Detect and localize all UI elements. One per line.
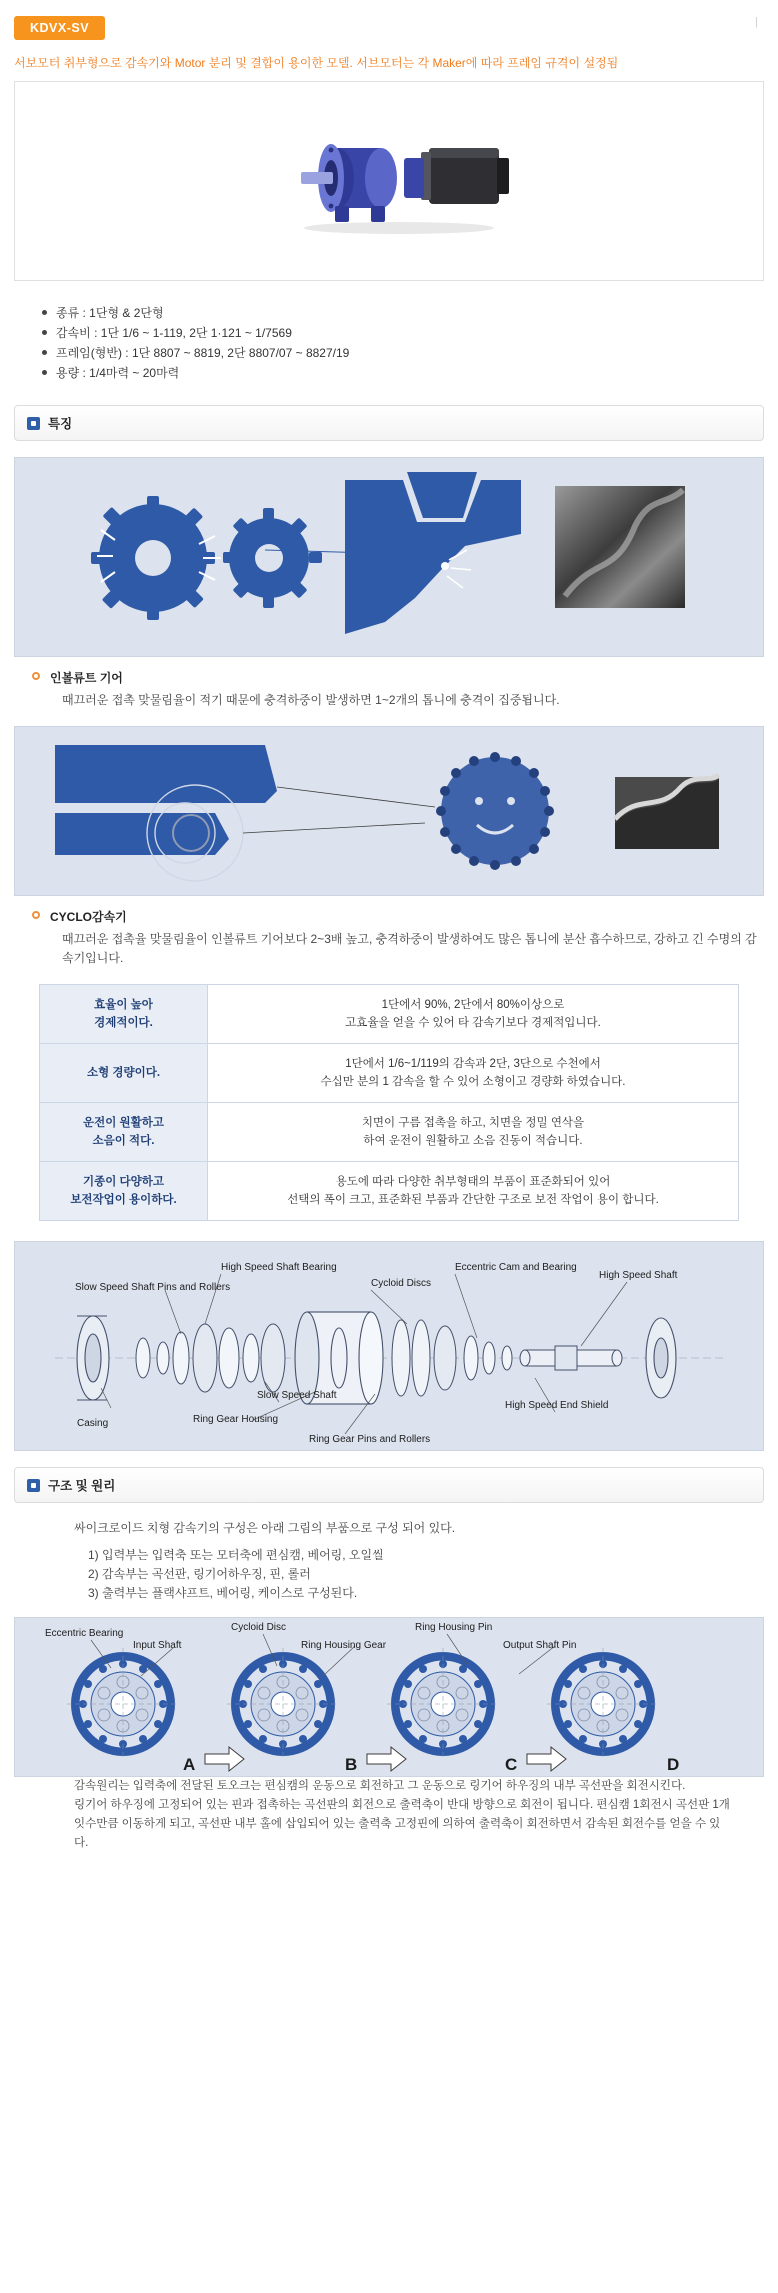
page-subtitle: 서보모터 취부형으로 감속기와 Motor 분리 및 결합이 용이한 모델. 서브모터는 각 Maker에 따라 프레임 규격이 설정됨 xyxy=(14,56,619,70)
svg-text:Cycloid Disc: Cycloid Disc xyxy=(231,1622,287,1633)
servo-motor-reducer-illustration xyxy=(239,106,539,256)
corner-mark: | xyxy=(755,16,758,28)
feature-value xyxy=(208,1103,739,1162)
svg-text:High Speed Shaft Bearing: High Speed Shaft Bearing xyxy=(221,1262,337,1273)
feature-key xyxy=(40,1044,208,1103)
bullet-ring-icon xyxy=(32,672,40,680)
feature-key-line2: 소음이 적다. xyxy=(92,1135,155,1147)
cyclo-reducer-svg xyxy=(15,727,763,895)
product-image-box xyxy=(14,81,764,281)
feature-key-line1: 기종이 다양하고 xyxy=(83,1176,164,1188)
feature-value-line2: 선택의 폭이 크고, 표준화된 부품과 간단한 구조로 보전 작업이 용이 합니다. xyxy=(287,1194,659,1206)
section-title: 특징 xyxy=(48,417,73,431)
feature-key-line2: 경제적이다. xyxy=(94,1017,153,1029)
model-badge: KDVX-SV xyxy=(14,16,105,40)
section-header-structure xyxy=(14,1467,764,1503)
caption-title: CYCLO감속기 xyxy=(50,910,127,924)
feature-value-line2: 수십만 분의 1 감속을 할 수 있어 소형이고 경량화 하였습니다. xyxy=(320,1076,626,1088)
feature-key xyxy=(40,1103,208,1162)
svg-text:B: B xyxy=(345,1755,358,1774)
feature-value xyxy=(208,985,739,1044)
feature-value xyxy=(208,1044,739,1103)
spec-item: 감속비 : 1단 1/6 ~ 1-119, 2단 1·121 ~ 1/7569 xyxy=(56,323,764,343)
svg-text:C: C xyxy=(505,1755,518,1774)
caption-cyclo-reducer xyxy=(14,908,764,968)
spec-item: 용량 : 1/4마력 ~ 20마력 xyxy=(56,363,764,383)
spec-list xyxy=(14,303,764,383)
exploded-view-diagram xyxy=(14,1241,764,1451)
structure-list-item: 2) 감속부는 곡선판, 링기어하우징, 핀, 롤러 xyxy=(88,1567,311,1581)
operating-principle-diagram xyxy=(14,1617,764,1777)
caption-body: 때끄러운 접촉율 맞물림율이 인볼류트 기어보다 2~3배 높고, 충격하중이 발생하여도 많은 톱니에 분산 흡수하므로, 강하고 긴 수명의 감속기입니다. xyxy=(62,932,757,965)
feature-key-line1: 효율이 높아 xyxy=(94,999,153,1011)
feature-key-line1: 운전이 원활하고 xyxy=(83,1117,164,1129)
structure-list-item: 1) 입력부는 입력축 또는 모터축에 편심캠, 베어링, 오일씰 xyxy=(88,1548,384,1562)
table-row xyxy=(40,1103,739,1162)
svg-text:High Speed End Shield: High Speed End Shield xyxy=(505,1400,609,1411)
svg-text:Ring Gear Housing: Ring Gear Housing xyxy=(193,1414,279,1425)
involute-gear-svg xyxy=(15,458,763,656)
feature-value-line2: 고효율을 얻을 수 있어 타 감속기보다 경제적입니다. xyxy=(345,1017,601,1029)
svg-text:Cycloid Discs: Cycloid Discs xyxy=(371,1278,432,1289)
svg-text:Input Shaft: Input Shaft xyxy=(133,1640,182,1651)
principle-line-2: 링기어 하우징에 고정되어 있는 핀과 접촉하는 곡선판의 회전으로 출력축이 반대 방향으로 회전이 됩니다. 편심캠 1회전시 곡선판 1개 xyxy=(74,1799,730,1811)
section-header-features xyxy=(14,405,764,441)
header-row xyxy=(14,0,764,40)
exploded-view-svg xyxy=(15,1242,763,1450)
section-marker-icon xyxy=(27,417,40,430)
structure-intro: 싸이크로이드 치형 감속기의 구성은 아래 그림의 부품으로 구성 되어 있다. xyxy=(74,1521,456,1535)
phase-diagram-svg xyxy=(15,1618,763,1776)
feature-value-line1: 용도에 따라 다양한 취부형태의 부품이 표준화되어 있어 xyxy=(335,1176,611,1188)
svg-text:Casing: Casing xyxy=(77,1418,109,1429)
caption-involute-gear xyxy=(14,669,764,710)
involute-gear-illustration xyxy=(14,457,764,657)
caption-body: 때끄러운 접촉 맞물림율이 적기 때문에 충격하중이 발생하면 1~2개의 톱니에 충격이 집중됩니다. xyxy=(62,693,560,707)
feature-key xyxy=(40,1162,208,1221)
svg-text:Ring Housing Pin: Ring Housing Pin xyxy=(415,1622,493,1633)
svg-text:High Speed Shaft: High Speed Shaft xyxy=(599,1270,678,1281)
feature-value-line2: 하여 운전이 원활하고 소음 진동이 적습니다. xyxy=(363,1135,583,1147)
principle-line-3: 잇수만큼 이동하게 되고, 곡선판 내부 홀에 삽입되어 있는 출력축 고정핀에 의하여 출력축이 회전하면서 감속된 회전수를 얻을 수 있다. xyxy=(74,1818,721,1849)
svg-text:A: A xyxy=(183,1755,196,1774)
svg-text:Slow Speed Shaft Pins and Roll: Slow Speed Shaft Pins and Rollers xyxy=(75,1282,231,1293)
structure-text-block xyxy=(14,1519,764,1603)
svg-text:D: D xyxy=(667,1755,680,1774)
section-marker-icon xyxy=(27,1479,40,1492)
svg-text:Slow Speed Shaft: Slow Speed Shaft xyxy=(257,1390,337,1401)
feature-value xyxy=(208,1162,739,1221)
bullet-ring-icon xyxy=(32,911,40,919)
feature-table xyxy=(39,984,739,1221)
table-row xyxy=(40,1162,739,1221)
section-title: 구조 및 원리 xyxy=(48,1479,116,1493)
table-row xyxy=(40,985,739,1044)
feature-value-line1: 1단에서 1/6~1/119의 감속과 2단, 3단으로 수천에서 xyxy=(345,1058,601,1070)
spec-item: 프레임(형반) : 1단 8807 ~ 8819, 2단 8807/07 ~ 8827/19 xyxy=(56,343,764,363)
principle-description xyxy=(14,1777,764,1883)
caption-title: 인볼류트 기어 xyxy=(50,671,123,685)
svg-text:Ring Housing Gear: Ring Housing Gear xyxy=(301,1640,387,1651)
svg-text:Eccentric Bearing: Eccentric Bearing xyxy=(45,1628,124,1639)
cyclo-reducer-illustration xyxy=(14,726,764,896)
feature-key-line1: 소형 경량이다. xyxy=(86,1067,161,1079)
principle-line-1: 감속원리는 입력축에 전달된 토오크는 편심캠의 운동으로 회전하고 그 운동으로 링기어 하우징의 내부 곡선판을 회전시킨다. xyxy=(74,1780,686,1792)
feature-key-line2: 보전작업이 용이하다. xyxy=(70,1194,177,1206)
table-row xyxy=(40,1044,739,1103)
feature-key xyxy=(40,985,208,1044)
feature-value-line1: 치면이 구름 접촉을 하고, 치면을 정밀 연삭을 xyxy=(361,1117,585,1129)
svg-text:Output Shaft Pin: Output Shaft Pin xyxy=(503,1640,577,1651)
svg-text:Eccentric Cam and Bearing: Eccentric Cam and Bearing xyxy=(455,1262,577,1273)
spec-item: 종류 : 1단형 & 2단형 xyxy=(56,303,764,323)
svg-text:Ring Gear Pins and Rollers: Ring Gear Pins and Rollers xyxy=(309,1434,431,1445)
structure-list-item: 3) 출력부는 플랙샤프트, 베어링, 케이스로 구성된다. xyxy=(88,1586,358,1600)
feature-value-line1: 1단에서 90%, 2단에서 80%이상으로 xyxy=(381,999,565,1011)
